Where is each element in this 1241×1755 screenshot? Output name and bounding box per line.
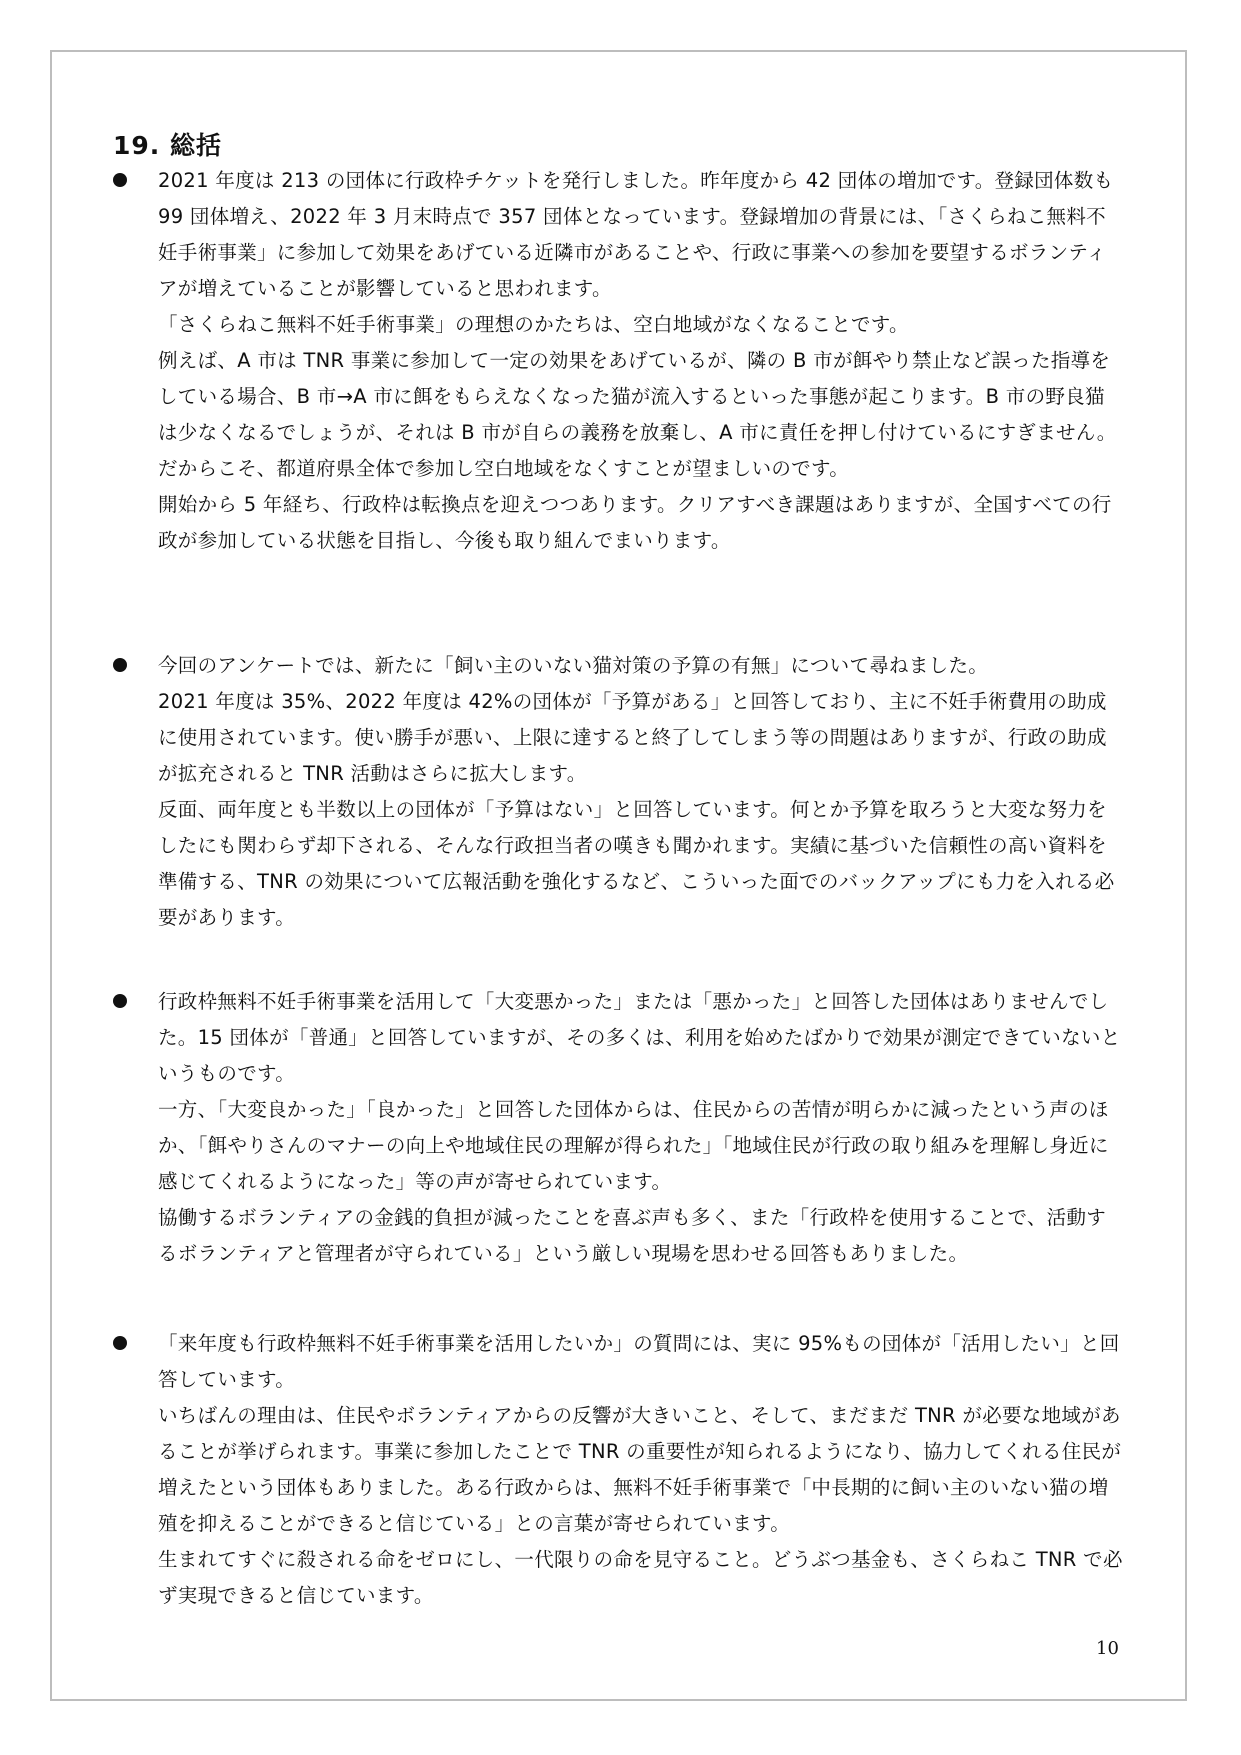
paragraph: 今回のアンケートでは、新たに「飼い主のいない猫対策の予算の有無」について尋ねました。 — [158, 654, 989, 677]
summary-item-3 — [113, 984, 1123, 1272]
page-number: 10 — [1096, 1638, 1119, 1659]
bullet-icon — [113, 658, 127, 672]
summary-item-1 — [113, 163, 1123, 559]
section-heading: 19. 総括 — [113, 131, 222, 160]
paragraph: 協働するボランティアの金銭的負担が減ったことを喜ぶ声も多く、また「行政枠を使用することで、活動するボランティアと管理者が守られている」という厳しい現場を思わせる回答もありました。 — [158, 1206, 1107, 1265]
bullet-icon — [113, 173, 127, 187]
paragraph: 開始から 5 年経ち、行政枠は転換点を迎えつつあります。クリアすべき課題はありますが、全国すべての行政が参加している状態を目指し、今後も取り組んでまいります。 — [158, 493, 1112, 552]
paragraph: 2021 年度は 35%、2022 年度は 42%の団体が「予算がある」と回答しており、主に不妊手術費用の助成に使用されています。使い勝手が悪い、上限に達すると終了してしまう等の問題はありますが、行政の助成が拡充されると TNR 活動はさらに拡大します。 — [158, 690, 1107, 785]
paragraph: 「来年度も行政枠無料不妊手術事業を活用したいか」の質問には、実に 95%もの団体が「活用したい」と回答しています。 — [158, 1332, 1120, 1391]
paragraph: 一方、「大変良かった」「良かった」と回答した団体からは、住民からの苦情が明らかに減ったという声のほか、「餌やりさんのマナーの向上や地域住民の理解が得られた」「地域住民が行政の取り組みを理解し身近に感じてくれるようになった」等の声が寄せられています。 — [158, 1098, 1109, 1193]
paragraph: 例えば、A 市は TNR 事業に参加して一定の効果をあげているが、隣の B 市が餌やり禁止など誤った指導をしている場合、B 市→A 市に餌をもらえなくなった猫が流入するといった事態が起こります。B 市の野良猫は少なくなるでしょうが、それは B 市が自らの義務を放棄し、A 市に責任を押し付けているにすぎません。だからこそ、都道府県全体で参加し空白地域をなくすことが望ましいのです。 — [158, 349, 1117, 480]
paragraph: 生まれてすぐに殺される命をゼロにし、一代限りの命を見守ること。どうぶつ基金も、さくらねこ TNR で必ず実現できると信じています。 — [158, 1548, 1123, 1607]
paragraph: いちばんの理由は、住民やボランティアからの反響が大きいこと、そして、まだまだ TNR が必要な地域があることが挙げられます。事業に参加したことで TNR の重要性が知られるようになり、協力してくれる住民が増えたという団体もありました。ある行政からは、無料不妊手術事業で「中長期的に飼い主のいない猫の増殖を抑えることができると信じている」との言葉が寄せられています。 — [158, 1404, 1122, 1535]
summary-item-2 — [113, 648, 1123, 936]
paragraph: 反面、両年度とも半数以上の団体が「予算はない」と回答しています。何とか予算を取ろうと大変な努力をしたにも関わらず却下される、そんな行政担当者の嘆きも聞かれます。実績に基づいた信頼性の高い資料を準備する、TNR の効果について広報活動を強化するなど、こういった面でのバックアップにも力を入れる必要があります。 — [158, 798, 1115, 929]
summary-item-4 — [113, 1326, 1123, 1614]
bullet-icon — [113, 994, 127, 1008]
bullet-icon — [113, 1336, 127, 1350]
paragraph: 「さくらねこ無料不妊手術事業」の理想のかたちは、空白地域がなくなることです。 — [158, 313, 909, 336]
paragraph: 2021 年度は 213 の団体に行政枠チケットを発行しました。昨年度から 42 団体の増加です。登録団体数も 99 団体増え、2022 年 3 月末時点で 357 団体となっています。登録増加の背景には、「さくらねこ無料不妊手術事業」に参加して効果をあげている近隣市があることや、行政に事業への参加を要望するボランティアが増えていることが影響していると思われます。 — [158, 169, 1114, 300]
paragraph: 行政枠無料不妊手術事業を活用して「大変悪かった」または「悪かった」と回答した団体はありませんでした。15 団体が「普通」と回答していますが、その多くは、利用を始めたばかりで効果が測定できていないというものです。 — [158, 990, 1121, 1085]
